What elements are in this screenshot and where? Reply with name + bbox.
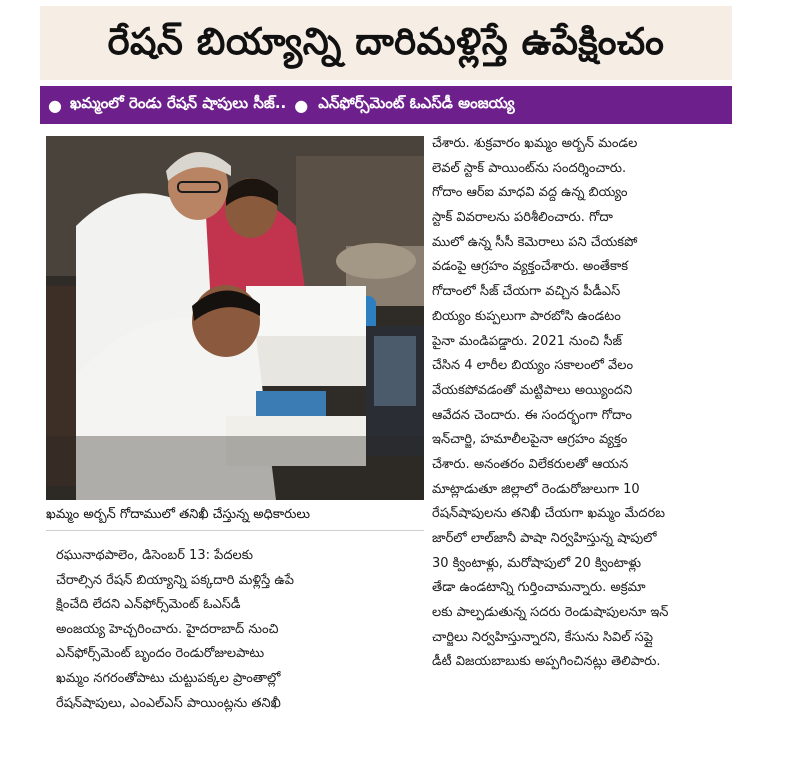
article-text-line: రేషన్‌షాపులు, ఎంఎల్ఎస్ పాయింట్లను తనిఖీ [56,695,281,711]
article-text-line: చేశారు. శుక్రవారం ఖమ్మం అర్బన్ మండల [432,136,638,151]
article-text-line: బియ్యం కుప్పలుగా పారబోసి ఉండటం [432,308,621,324]
news-photo [46,136,424,500]
subheadline-bar [40,86,732,124]
article-text-line: వడంపై ఆగ్రహం వ్యక్తంచేశారు. అంతేకాక [432,259,629,275]
article-text-line: ఎన్‌ఫోర్స్‌మెంట్ బృందం రెండురోజులపాటు [56,646,265,662]
article-text-line: ములో ఉన్న సీసీ కెమెరాలు పని చేయకపో [432,234,638,250]
article-text-line: రేషన్‌షాపులను తనిఖీ చేయగా ఖమ్మం మేదరబ [432,506,666,522]
article-text-line: ఆవేదన చెందారు. ఈ సందర్భంగా గోదాం [432,407,632,423]
article-text-line: స్టాక్ వివరాలను పరిశీలించారు. గోదా [432,210,613,226]
subheadline-item-seizure: ఖమ్మంలో రెండు రేషన్ షాపులు సీజ్.. [69,94,287,112]
article-text-line: లకు పాల్పడుతున్న సదరు రెండుషాపులనూ ఇన్ [432,605,669,621]
article-text-line: ఇన్‌చార్జి, హమాలీలపైనా ఆగ్రహం వ్యక్తం [432,432,628,448]
bullet-icon: ● [294,95,309,115]
article-text-line: చేసిన 4 లారీల బియ్యం సకాలంలో వేలం [432,358,634,374]
article-text-line: చేరాల్సిన రేషన్ బియ్యాన్ని పక్కదారి మళ్లిస్తే ఉపే [56,572,294,588]
article-text-line: మాట్లాడుతూ జిల్లాలో రెండురోజులుగా 10 [432,481,640,497]
article-text-line: జార్‌లో లాల్‌జానీ పాషా నిర్వహిస్తున్న షాపులో [432,531,657,546]
article-text-line: పైనా మండిపడ్డారు. 2021 నుంచి సీజ్ [432,333,622,349]
article-column-right [432,132,734,675]
article-text-line: అంజయ్య హెచ్చరించారు. హైదరాబాద్ నుంచి [56,621,279,637]
photo-caption: ఖమ్మం అర్బన్ గోదాములో తనిఖీ చేస్తున్న అధికారులు [46,507,311,522]
subheadline-item-official: ఎన్‌ఫోర్స్‌మెంట్ ఓఎస్‌డీ అంజయ్య [318,94,515,112]
headline: రేషన్ బియ్యాన్ని దారిమళ్లిస్తే ఉపేక్షించం [107,20,665,63]
article-text-line: చేశారు. అనంతరం విలేకరులతో ఆయన [432,456,629,472]
article-text-line: ఖమ్మం నగరంతోపాటు చుట్టుపక్కల ప్రాంతాల్లో [56,670,281,686]
article-text-line: క్షించేది లేదని ఎన్‌ఫోర్స్‌మెంట్ ఓఎస్‌డీ [56,597,241,613]
article-text-line: వేయకపోవడంతో మట్టిపాలు అయ్యిందని [432,382,633,398]
photo-illustration [46,136,424,500]
bullet-icon: ● [48,95,62,115]
article-text-line: గోదాంలో సీజ్ చేయగా వచ్చిన పీడీఎస్ [432,284,621,300]
article-text-line: 30 క్వింటాళ్లు, మరోషాపులో 20 క్వింటాళ్లు [432,555,642,571]
caption-divider [46,530,424,531]
article-text-line: రఘునాథపాలెం, డిసెంబర్ 13: పేదలకు [56,548,254,563]
article-text-line: డీటీ విజయబాబుకు అప్పగించినట్లు తెలిపారు. [432,654,661,670]
article-text-line: గోదాం ఆర్ఐ మాధవి వద్ద ఉన్న బియ్యం [432,185,628,201]
article-column-left [56,544,422,716]
article-text-line: తేడా ఉండటాన్ని గుర్తించామన్నారు. అక్రమా [432,580,646,596]
article-text-line: లెవల్ స్టాక్ పాయింట్‌ను సందర్శించారు. [432,160,627,176]
article-text-line: చార్జిలు నిర్వహిస్తున్నారని, కేసును సివిల్ సప్లై [432,629,653,645]
